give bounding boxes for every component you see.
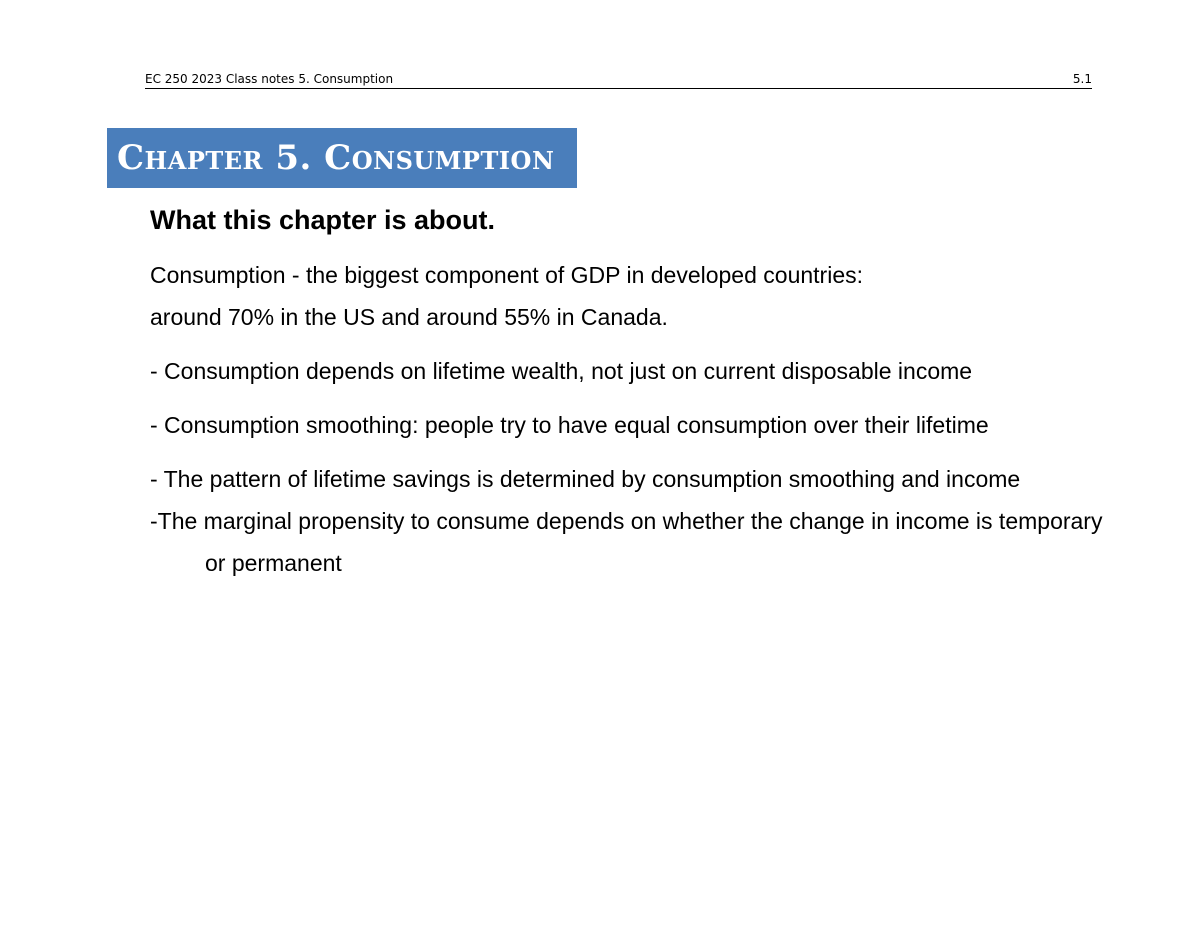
page-header <box>145 70 1092 89</box>
chapter-content <box>150 200 1110 584</box>
page-number: 5.1 <box>1072 72 1092 86</box>
bullet-item: - Consumption depends on lifetime wealth, not just on current disposable income <box>150 358 973 384</box>
chapter-banner <box>107 128 577 188</box>
bullet-item: -The marginal propensity to consume depends on whether the change in income is temporary or permanent <box>150 508 1103 576</box>
intro-line-1: Consumption - the biggest component of GDP in developed countries: <box>150 262 863 288</box>
header-title: EC 250 2023 Class notes 5. Consumption <box>145 72 394 86</box>
chapter-title: Chapter 5. Consumption <box>117 138 555 178</box>
intro-paragraph <box>150 254 1110 338</box>
bullet-item: - Consumption smoothing: people try to have equal consumption over their lifetime <box>150 412 989 438</box>
section-heading: What this chapter is about. <box>150 205 496 235</box>
intro-line-2: around 70% in the US and around 55% in Canada. <box>150 304 668 330</box>
bullet-item: - The pattern of lifetime savings is determined by consumption smoothing and income <box>150 466 1021 492</box>
